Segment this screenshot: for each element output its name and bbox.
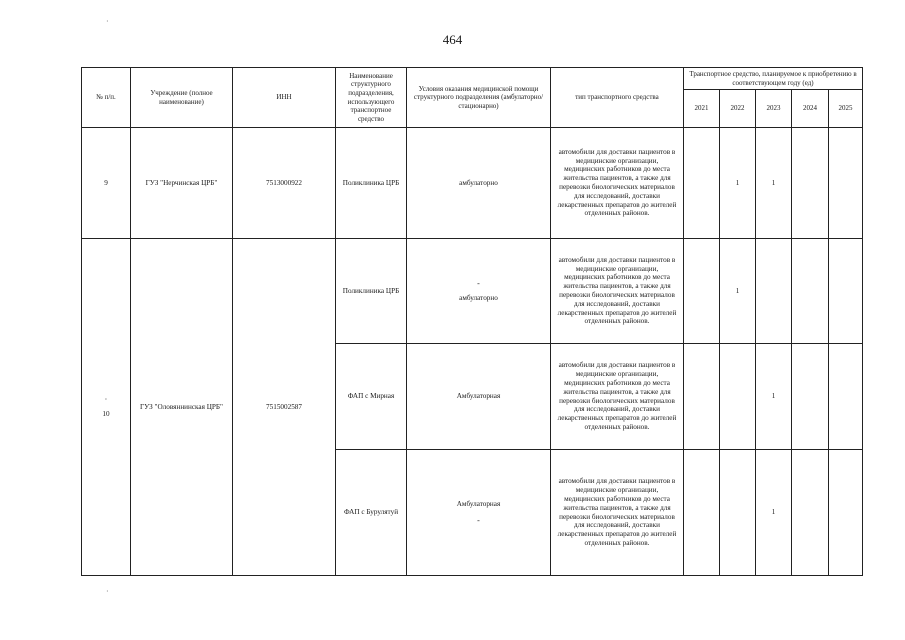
year-cell [720, 344, 756, 450]
year-cell [792, 128, 829, 239]
row-institution: ГУЗ "Нерчинская ЦРБ" [131, 128, 233, 239]
row-vehicle-description: автомобили для доставки пациентов в медицинские организации, медицинских работников до места жительства пациентов, а также для перевозки биологических материалов для исследований, доставки лекарственных препаратов до жителей отделенных районов. [551, 344, 684, 450]
row-vehicle-description: автомобили для доставки пациентов в медицинские организации, медицинских работников до места жительства пациентов, а также для перевозки биологических материалов для исследований, доставки лекарственных препаратов до жителей отделенных районов. [551, 239, 684, 344]
scan-mark: · [104, 394, 108, 404]
header-institution: Учреждение (полное наименование) [131, 68, 233, 128]
year-cell [792, 344, 829, 450]
scan-mark-bottom: · [106, 587, 109, 596]
row-conditions: Амбулаторная [407, 344, 551, 450]
row-vehicle-description: автомобили для доставки пациентов в медицинские организации, медицинских работников до места жительства пациентов, а также для перевозки биологических материалов для исследований, доставки лекарственных препаратов до жителей отделенных районов. [551, 450, 684, 576]
row-num: 9 [82, 128, 131, 239]
table-row [82, 128, 863, 239]
row-inn: 7513000922 [233, 128, 336, 239]
page-number: 464 [442, 32, 463, 47]
year-cell [684, 239, 720, 344]
scan-mark-top: · [106, 17, 109, 26]
year-cell: 1 [756, 128, 792, 239]
row-vehicle-description: автомобили для доставки пациентов в медицинские организации, медицинских работников до места жительства пациентов, а также для перевозки биологических материалов для исследований, доставки лекарственных препаратов до жителей отделенных районов. [551, 128, 684, 239]
year-cell [720, 450, 756, 576]
header-num: № п/п. [82, 68, 131, 128]
year-cell [792, 239, 829, 344]
row-conditions: - амбулаторно [407, 239, 551, 344]
table-row [82, 239, 863, 344]
scan-mark: - [477, 515, 480, 525]
header-year: 2024 [792, 90, 829, 128]
row-inn: 7515002587 [233, 239, 336, 576]
row-institution: ГУЗ "Оловяннинская ЦРБ" [131, 239, 233, 576]
year-cell [829, 128, 863, 239]
year-cell: 1 [756, 450, 792, 576]
year-cell [684, 128, 720, 239]
header-year: 2021 [684, 90, 720, 128]
header-year: 2022 [720, 90, 756, 128]
year-cell [829, 344, 863, 450]
row-subdivision: Поликлиника ЦРБ [336, 128, 407, 239]
year-cell [829, 239, 863, 344]
row-subdivision: ФАП с Мирная [336, 344, 407, 450]
year-cell: 1 [720, 239, 756, 344]
scan-mark: - [477, 278, 480, 288]
year-cell [829, 450, 863, 576]
header-subdivision: Наименование структурного подразделения, использующего транспортное средство [336, 68, 407, 128]
row-conditions: Амбулаторная - [407, 450, 551, 576]
header-year: 2025 [829, 90, 863, 128]
row-subdivision: ФАП с Бурулятуй [336, 450, 407, 576]
row-subdivision: Поликлиника ЦРБ [336, 239, 407, 344]
header-planned: Транспортное средство, планируемое к приобретению в соответствующем году (ед) [684, 68, 863, 90]
row-conditions: амбулаторно [407, 128, 551, 239]
year-cell: 1 [756, 344, 792, 450]
year-cell: 1 [720, 128, 756, 239]
year-cell [756, 239, 792, 344]
year-cell [684, 450, 720, 576]
year-cell [684, 344, 720, 450]
header-inn: ИНН [233, 68, 336, 128]
header-conditions: Условия оказания медицинской помощи структурного подразделения (амбулаторно/стационарно) [407, 68, 551, 128]
year-cell [792, 450, 829, 576]
header-year: 2023 [756, 90, 792, 128]
vehicle-plan-table [81, 67, 863, 576]
row-num: · 10 [82, 239, 131, 576]
header-vehicle-type: тип транспортного средства [551, 68, 684, 128]
